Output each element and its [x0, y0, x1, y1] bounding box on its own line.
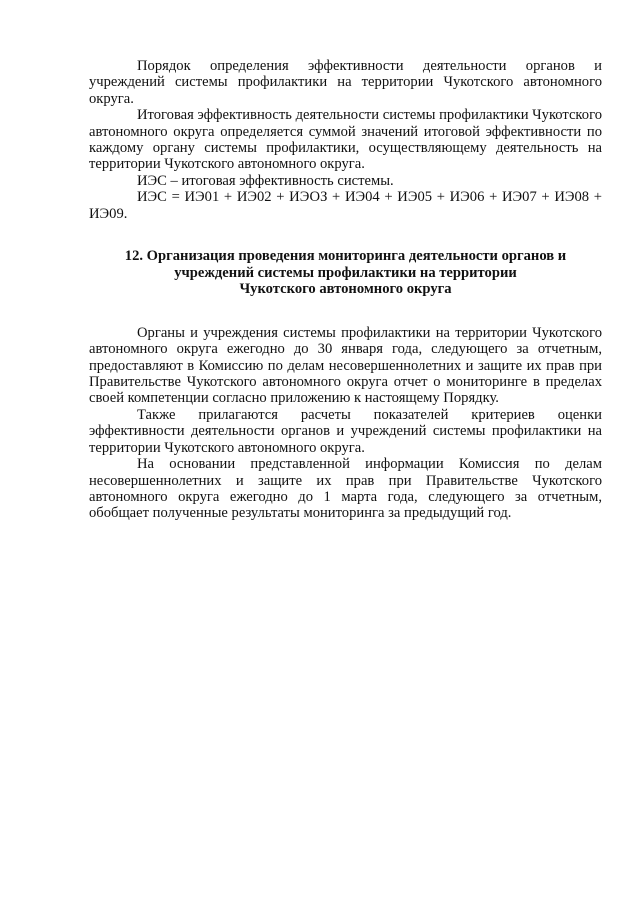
formula-paragraph: ИЭС = ИЭ01 + ИЭ02 + ИЭОЗ + ИЭ04 + ИЭ05 + ИЭ06 + ИЭ07 + ИЭ08 + ИЭ09.	[89, 189, 602, 222]
section-paragraph-3: На основании представленной информации Комиссия по делам несовершеннолетних и защите их прав при Правительстве Чукотского автономного округа ежегодно до 1 марта года, следующего за отчетным, обобщает полученные результаты мониторинга за предыдущий год.	[89, 456, 602, 522]
section-heading-line-2: учреждений системы профилактики на территории	[174, 264, 517, 281]
section-paragraph-1: Органы и учреждения системы профилактики на территории Чукотского автономного округа ежегодно до 30 января года, следующего за отчетным, предоставляют в Комиссию по делам несовершеннолетних и защите их прав при Правительстве Чукотского автономного округа отчет о мониторинге в пределах своей компетенции согласно приложению к настоящему Порядку.	[89, 324, 602, 407]
section-heading	[89, 248, 602, 298]
intro-paragraph-3: ИЭС – итоговая эффективность системы.	[137, 172, 394, 189]
section-heading-line-3: Чукотского автономного округа	[239, 281, 452, 298]
intro-paragraph-2: Итоговая эффективность деятельности системы профилактики Чукотского автономного округа определяется суммой значений итоговой эффективности по каждому органу системы профилактики, осуществляющему деятельность на территории Чукотского автономного округа.	[89, 107, 602, 173]
document-page	[89, 58, 602, 522]
intro-paragraph-1: Порядок определения эффективности деятельности органов и учреждений системы профилактики на территории Чукотского автономного округа.	[89, 58, 602, 107]
section-paragraph-2: Также прилагаются расчеты показателей критериев оценки эффективности деятельности органов и учреждений системы профилактики на территории Чукотского автономного округа.	[89, 406, 602, 456]
section-heading-line-1: 12. Организация проведения мониторинга деятельности органов и	[124, 248, 567, 265]
